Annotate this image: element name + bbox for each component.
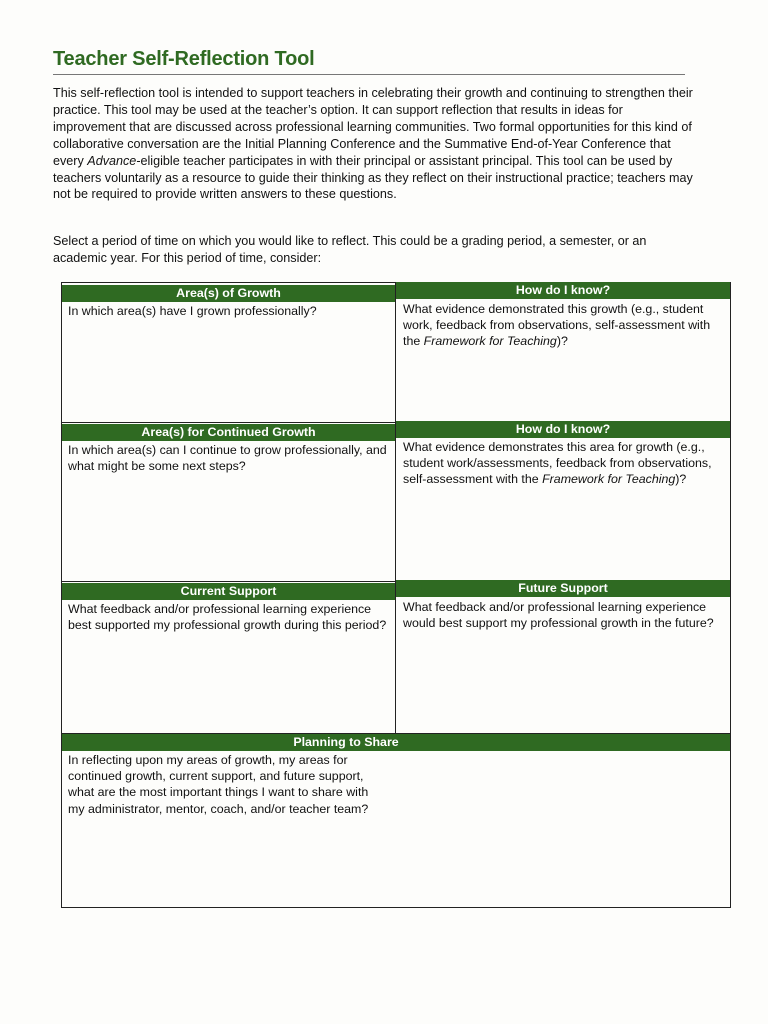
intro-text-italic: Advance — [87, 153, 137, 168]
header-areas-of-growth: Area(s) of Growth — [62, 285, 395, 302]
header-current-support: Current Support — [62, 583, 395, 600]
question-areas-of-growth: In which area(s) have I grown professionally? — [68, 304, 317, 318]
page-title: Teacher Self-Reflection Tool — [53, 48, 315, 70]
question-future-support: What feedback and/or professional learning experience would best support my professional growth in the future? — [403, 600, 714, 631]
header-future-support: Future Support — [396, 580, 730, 597]
header-areas-for-continued-growth: Area(s) for Continued Growth — [62, 424, 395, 441]
continued-evidence-text-italic: Framework for Teaching — [542, 472, 676, 487]
reflection-prompt: Select a period of time on which you would like to reflect. This could be a grading period, a semester, or an academic year. For this period of time, consider: — [53, 234, 647, 265]
header-how-do-i-know-2: How do I know? — [396, 421, 730, 438]
growth-evidence-text-after: )? — [556, 334, 568, 349]
continued-evidence-text-before: What evidence demonstrates this area for growth (e.g., student work/assessments, feedback from observations, self-assessment with the — [403, 440, 712, 487]
title-underline — [53, 74, 685, 75]
question-continued-growth: In which area(s) can I continue to grow professionally, and what might be some next steps? — [68, 443, 387, 474]
table-column-divider — [395, 282, 396, 733]
header-how-do-i-know-1: How do I know? — [396, 282, 730, 299]
question-planning-to-share: In reflecting upon my areas of growth, my areas for continued growth, current support, and future support, what are the most important things I want to share with my administrator, mentor, coach, and/or teacher team? — [68, 753, 369, 816]
intro-text-part2: -eligible teacher participates in with their principal or assistant principal. This tool can be used by teachers voluntarily as a resource to guide their thinking as they reflect on their instructional practice; teachers may not be required to provide written answers to these questions. — [53, 153, 693, 202]
growth-evidence-text-italic: Framework for Teaching — [423, 334, 557, 349]
growth-evidence-text-before: What evidence demonstrated this growth (e.g., student work, feedback from observations, self-assessment with the — [403, 302, 711, 349]
header-planning-to-share — [62, 734, 730, 751]
question-continued-evidence — [403, 439, 725, 488]
intro-paragraph — [53, 85, 693, 203]
continued-evidence-text-after: )? — [675, 472, 687, 487]
question-growth-evidence — [403, 301, 725, 350]
intro-text-part1: This self-reflection tool is intended to support teachers in celebrating their growth and continuing to strengthen their practice. This tool may be used at the teacher’s option. It can support reflection that results in ideas for improvement that are discussed across professional learning communities. Two formal opportunities for this kind of collaborative conversation are the Initial Planning Conference and the Summative End-of-Year Conference that every — [53, 86, 693, 168]
planning-header-label: Planning to Share — [293, 735, 399, 749]
question-current-support: What feedback and/or professional learning experience best supported my professional growth during this period? — [68, 602, 387, 633]
